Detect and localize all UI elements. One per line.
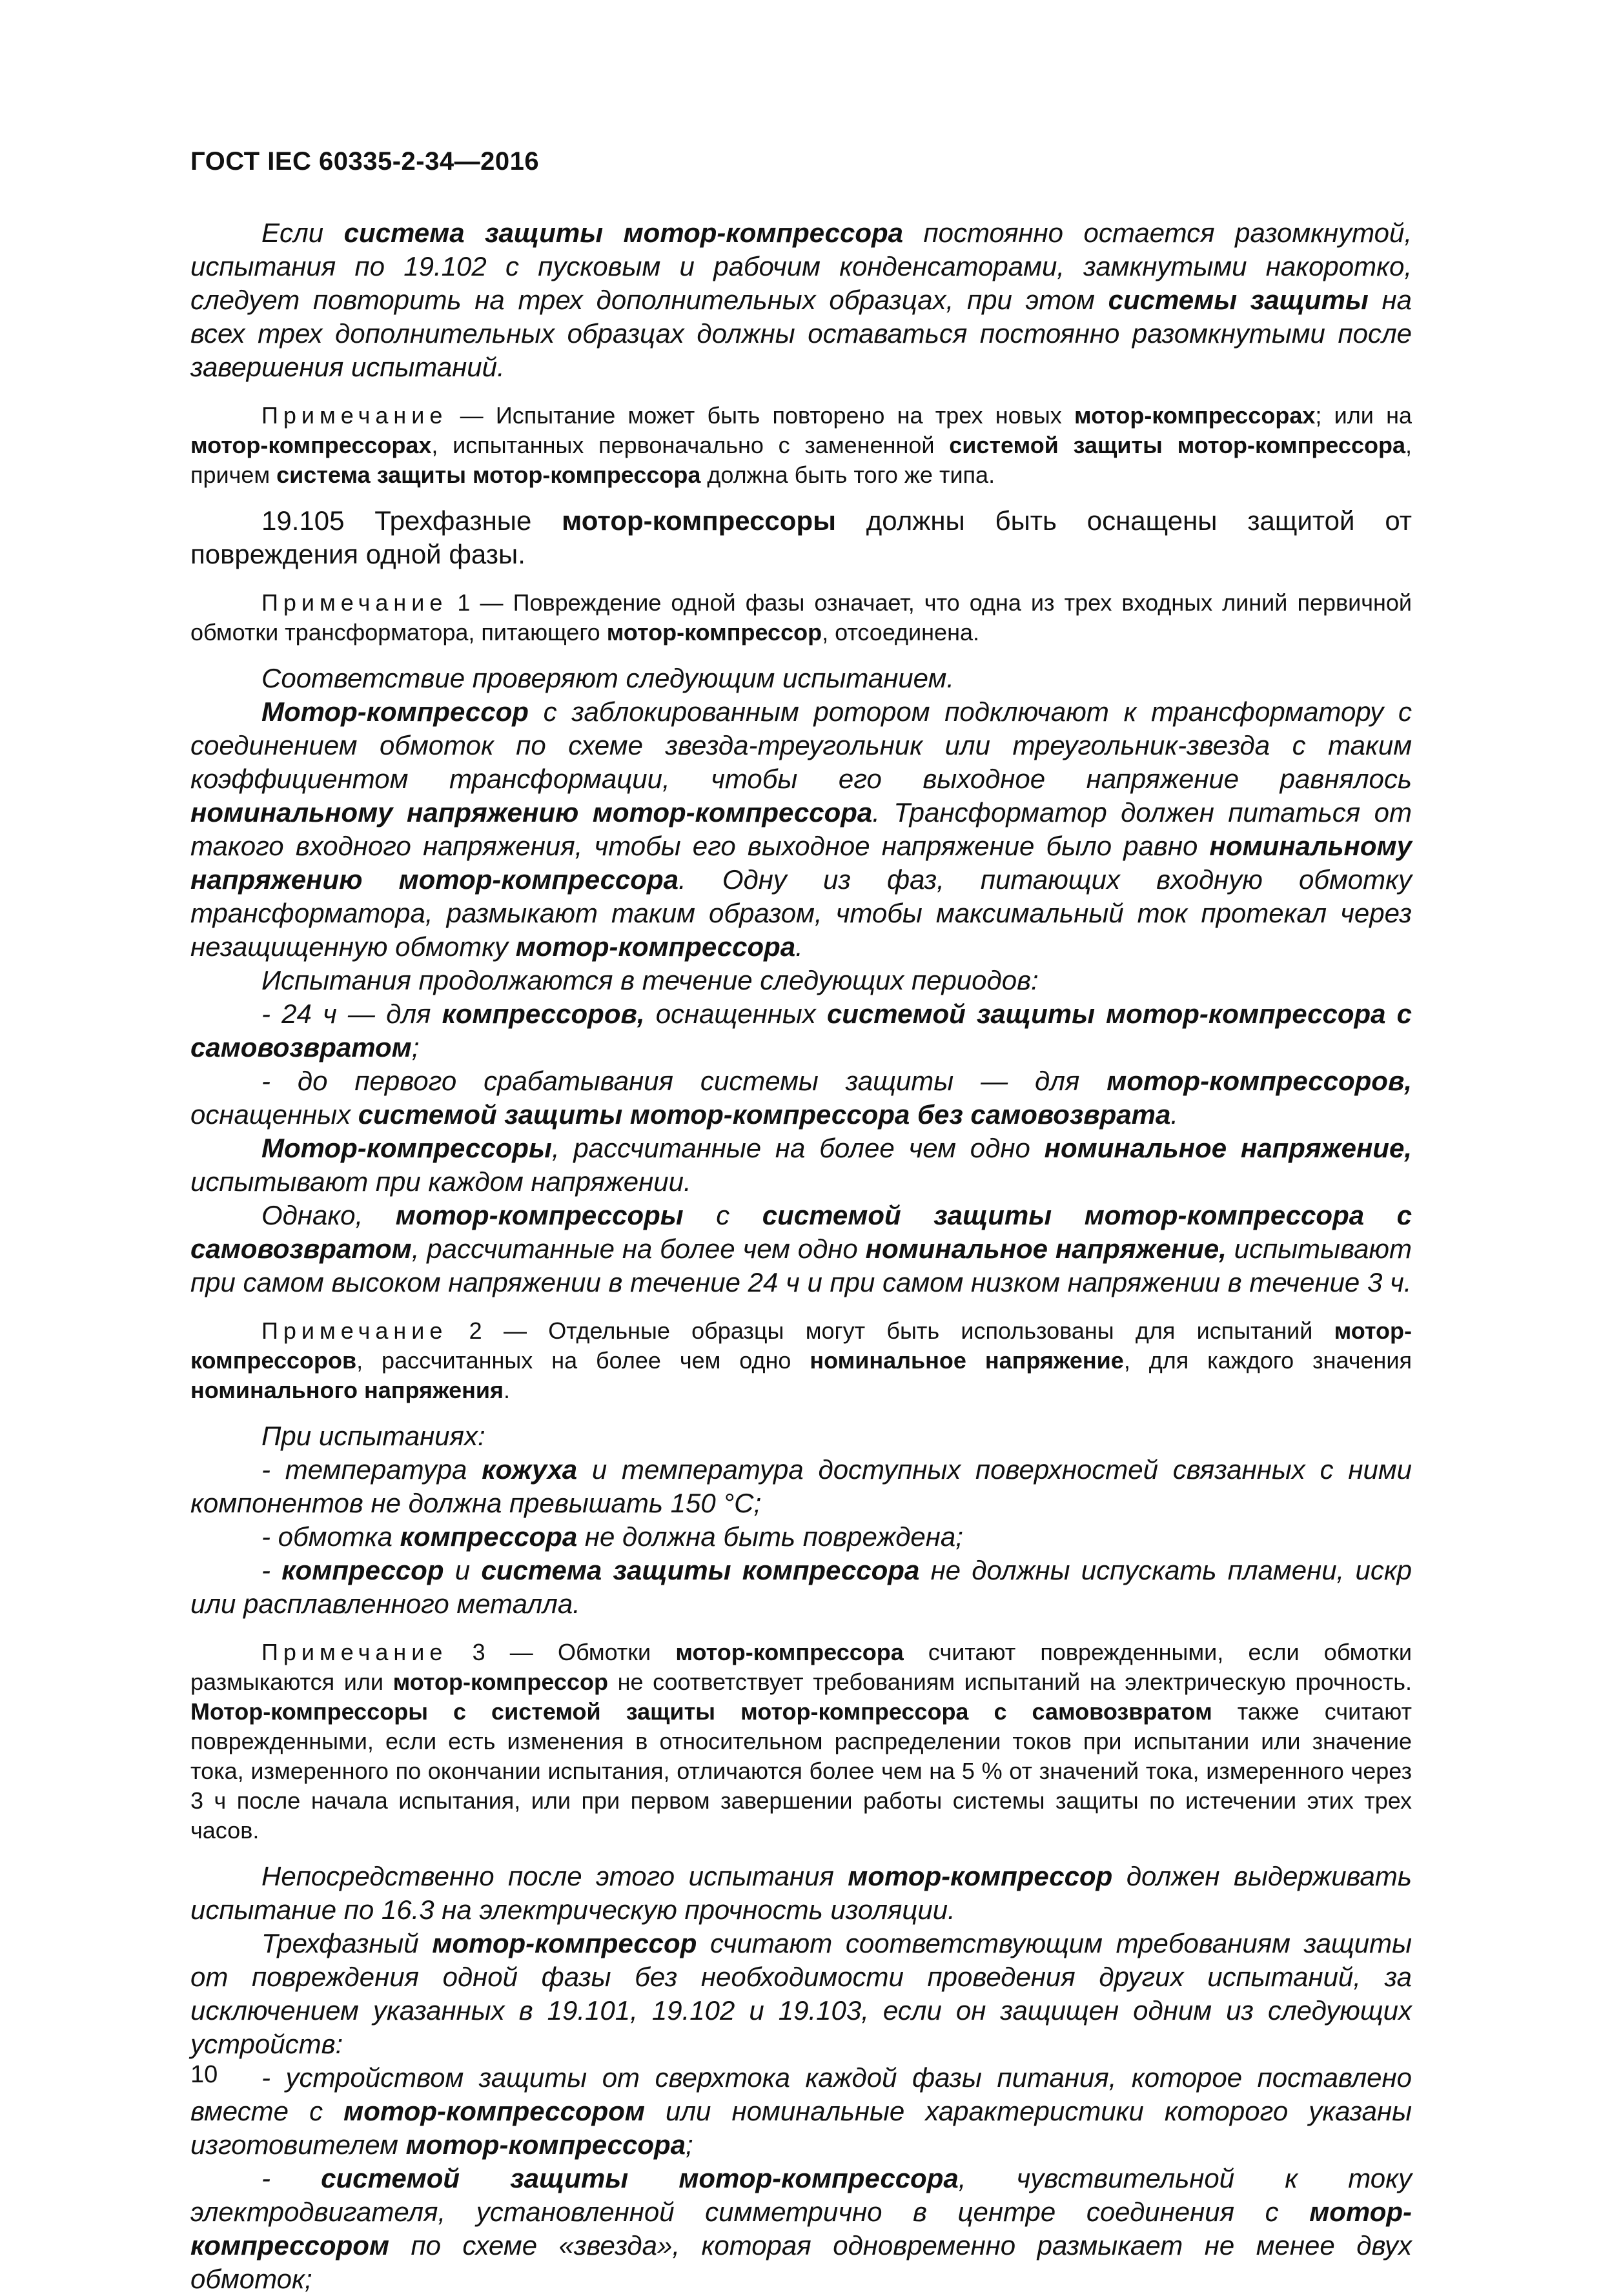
document-header	[190, 147, 539, 176]
note-1	[190, 588, 1412, 647]
list-item	[190, 1520, 1412, 1554]
text-run: -	[261, 1555, 282, 1585]
text-run: оснащенных	[644, 999, 827, 1029]
defined-term: Мотор-компрессор	[261, 696, 529, 727]
text-run: Однако,	[261, 1200, 396, 1230]
text-run: ; или на	[1315, 402, 1412, 429]
text-run: -	[261, 2163, 321, 2193]
text-run: , чувствительной к току электродвигателя, установленной симметрично в центре соединения с	[190, 2163, 1412, 2227]
list-item	[190, 2061, 1412, 2162]
text-run: Трехфазный	[261, 1928, 433, 1958]
text-run: 3 — Обмотки	[447, 1639, 676, 1665]
text-run: ;	[686, 2129, 693, 2160]
defined-term: номинальному напряжению мотор-компрессора	[190, 797, 873, 828]
text-run: должен выдерживать испытание по 16.3 на электрическую прочность изоляции.	[190, 1861, 1412, 1925]
defined-term: системой защиты мотор-компрессора	[949, 432, 1405, 458]
paragraph	[190, 662, 1412, 695]
defined-term: номинальному напряжению мотор-компрессора	[190, 831, 1412, 895]
text-run: , испытанных первоначально с замененной	[431, 432, 950, 458]
text-run: , отсоединена.	[822, 619, 979, 645]
defined-term: мотор-компрессором	[190, 2197, 1412, 2260]
text-run: Испытания продолжаются в течение следующих периодов:	[261, 965, 1039, 995]
text-run: - температура	[261, 1454, 482, 1485]
defined-term: система защиты компрессора	[481, 1555, 920, 1585]
text-run: с	[683, 1200, 762, 1230]
list-item	[190, 2162, 1412, 2296]
paragraph	[190, 1199, 1412, 1299]
text-run: должна быть того же типа.	[700, 462, 995, 488]
text-run: не соответствует требованиям испытаний на электрическую прочность.	[607, 1669, 1412, 1695]
defined-term: Мотор-компрессоры	[261, 1133, 552, 1163]
text-run: .	[504, 1377, 511, 1403]
defined-term: система защиты мотор-компрессора	[343, 218, 903, 248]
list-item	[190, 1453, 1412, 1520]
defined-term: компрессоров,	[442, 999, 645, 1029]
defined-term: мотор-компрессоры	[395, 1200, 684, 1230]
text-run: - до первого срабатывания системы защиты — для	[261, 1066, 1107, 1096]
document-id: ГОСТ IEC 60335-2-34—2016	[190, 147, 540, 176]
defined-term: мотор-компрессор	[848, 1861, 1113, 1891]
text-run: , рассчитанные на более чем одно	[411, 1234, 866, 1264]
list-item	[190, 1554, 1412, 1621]
text-run: Соответствие проверяют следующим испытанием.	[261, 663, 955, 693]
text-run: , причем	[190, 432, 1412, 488]
text-run: 1 — Повреждение одной фазы означает, что одна из трех входных линий первичной обмотки трансформатора, питающего	[190, 589, 1412, 645]
text-run: - обмотка	[261, 1521, 400, 1552]
text-run: считают соответствующим требованиям защиты от повреждения одной фазы без необходимости проведения других испытаний, за исключением указанных в 19.101, 19.102 и 19.103, если он защищен одним из следующих устройств:	[190, 1928, 1412, 2059]
document-body	[190, 216, 1412, 2296]
text-run: , рассчитанных на более чем одно	[356, 1347, 810, 1374]
text-run: не должна быть повреждена;	[577, 1521, 963, 1552]
text-run: При испытаниях:	[261, 1421, 485, 1451]
text-run: - устройством защиты от сверхтока каждой фазы питания, которое поставлено вместе с	[190, 2062, 1412, 2126]
text-run: 2 — Отдельные образцы могут быть использованы для испытаний	[447, 1317, 1334, 1344]
text-run: с заблокированным ротором подключают к трансформатору с соединением обмоток по схеме звезда-треугольник или треугольник-звезда с таким коэффициентом трансформации, чтобы его выходное напряжение равнялось	[190, 696, 1412, 794]
text-run: Непосредственно после этого испытания	[261, 1861, 848, 1891]
list-item	[190, 1064, 1412, 1132]
note-3	[190, 1638, 1412, 1845]
defined-term: мотор-компрессоры	[562, 505, 836, 536]
text-run: Если	[261, 218, 344, 248]
text-run: на всех трех дополнительных образцах должны оставаться постоянно разомкнутыми после завершения испытаний.	[190, 285, 1412, 382]
text-run: считают поврежденными, если обмотки размыкаются или	[190, 1639, 1412, 1695]
defined-term: номинальное напряжение,	[1044, 1133, 1412, 1163]
defined-term: мотор-компрессорах	[190, 432, 432, 458]
defined-term: системы защиты	[1108, 285, 1369, 315]
list-item	[190, 997, 1412, 1064]
defined-term: номинальное напряжение,	[865, 1234, 1227, 1264]
defined-term: Мотор-компрессоры с системой защиты мотор-компрессора с самовозвратом	[190, 1698, 1212, 1725]
note-label: Примечание	[261, 1639, 448, 1665]
text-run: или номинальные характеристики которого указаны изготовителем	[190, 2096, 1412, 2160]
note-2	[190, 1316, 1412, 1405]
defined-term: компрессора	[400, 1521, 578, 1552]
defined-term: мотор-компрессор	[432, 1928, 697, 1958]
defined-term: номинального напряжения	[190, 1377, 504, 1403]
text-run: — Испытание может быть повторено на трех новых	[447, 402, 1074, 429]
text-run: не должны испускать пламени, искр или расплавленного металла.	[190, 1555, 1412, 1619]
defined-term: мотор-компрессорах	[1074, 402, 1316, 429]
defined-term: компрессор	[281, 1555, 444, 1585]
defined-term: мотор-компрессором	[343, 2096, 645, 2126]
text-run: и температура доступных поверхностей связанных с ними компонентов не должна превышать 150 °С;	[190, 1454, 1412, 1518]
note	[190, 401, 1412, 490]
text-run: ;	[411, 1032, 420, 1062]
defined-term: системой защиты мотор-компрессора с самовозвратом	[190, 999, 1412, 1062]
note-label: Примечание	[261, 402, 448, 429]
text-run: .	[795, 931, 803, 962]
note-label: Примечание	[261, 1317, 448, 1344]
paragraph	[190, 695, 1412, 964]
text-run: оснащенных	[190, 1099, 358, 1130]
paragraph	[190, 1132, 1412, 1199]
text-run: также считают поврежденными, если есть изменения в относительном распределении токов при испытании или значение тока, измеренного по окончании испытания, отличаются более чем на 5 % от значений тока, измеренного через 3 ч после начала испытания, или при первом завершении работы системы защиты по истечении этих трех часов.	[190, 1698, 1412, 1844]
paragraph	[190, 1860, 1412, 1927]
text-run: испытывают при каждом напряжении.	[190, 1166, 691, 1197]
defined-term: мотор-компрессор	[606, 619, 822, 645]
paragraph	[190, 216, 1412, 384]
text-run: и	[444, 1555, 482, 1585]
defined-term: система защиты мотор-компрессора	[276, 462, 701, 488]
text-run: испытывают при самом высоком напряжении в течение 24 ч и при самом низком напряжении в течение 3 ч.	[190, 1234, 1412, 1297]
defined-term: мотор-компрессоров	[190, 1317, 1412, 1374]
text-run: должны быть оснащены защитой от повреждения одной фазы.	[190, 505, 1412, 569]
text-run: . Трансформатор должен питаться от такого входного напряжения, чтобы его выходное напряжение было равно	[190, 797, 1412, 861]
text-run: 19.105 Трехфазные	[261, 505, 562, 536]
text-run: .	[1170, 1099, 1179, 1130]
defined-term: мотор-компрессора	[675, 1639, 904, 1665]
defined-term: номинальное напряжение	[810, 1347, 1124, 1374]
text-run: , рассчитанные на более чем одно	[551, 1133, 1045, 1163]
text-run: - 24 ч — для	[261, 999, 442, 1029]
defined-term: мотор-компрессора	[515, 931, 796, 962]
text-run: . Одну из фаз, питающих входную обмотку трансформатора, размыкают таким образом, чтобы максимальный ток протекал через незащищенную обмотку	[190, 864, 1412, 962]
defined-term: мотор-компрессора	[405, 2129, 686, 2160]
defined-term: кожуха	[482, 1454, 578, 1485]
defined-term: мотор-компрессор	[393, 1669, 608, 1695]
defined-term: мотор-компрессоров,	[1106, 1066, 1412, 1096]
paragraph	[190, 1927, 1412, 2061]
text-run: , для каждого значения	[1123, 1347, 1412, 1374]
page-number: 10	[190, 2061, 218, 2088]
text-run: по схеме «звезда», которая одновременно размыкает не менее двух обмоток;	[190, 2230, 1412, 2294]
text-run: постоянно остается разомкнутой, испытания по 19.102 с пусковым и рабочим конденсаторами, замкнутыми накоротко, следует повторить на трех дополнительных образцах, при этом	[190, 218, 1412, 315]
clause-19-105	[190, 504, 1412, 571]
defined-term: системой защиты мотор-компрессора с самовозвратом	[190, 1200, 1412, 1264]
defined-term: системой защиты мотор-компрессора без самовозврата	[358, 1099, 1171, 1130]
note-label: Примечание	[261, 589, 448, 616]
paragraph	[190, 1419, 1412, 1453]
defined-term: системой защиты мотор-компрессора	[321, 2163, 959, 2193]
paragraph	[190, 964, 1412, 997]
